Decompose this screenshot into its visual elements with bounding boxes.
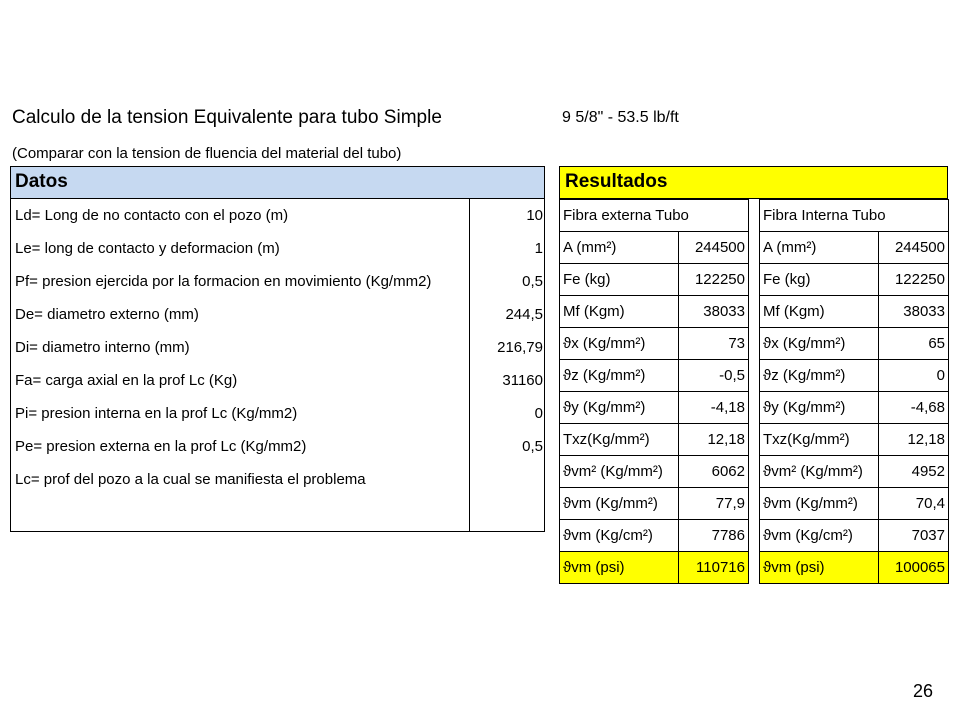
result-label: ϑy (Kg/mm²) bbox=[560, 392, 679, 424]
result-value: 12,18 bbox=[679, 424, 749, 456]
result-value: 65 bbox=[879, 328, 949, 360]
resultados-header: Resultados bbox=[559, 166, 948, 199]
result-row bbox=[560, 520, 749, 552]
result-value: 0 bbox=[879, 360, 949, 392]
result-value: 100065 bbox=[879, 552, 949, 584]
result-label: A (mm²) bbox=[560, 232, 679, 264]
fibra-externa-header: Fibra externa Tubo bbox=[560, 200, 749, 232]
result-row bbox=[760, 424, 949, 456]
result-row bbox=[560, 424, 749, 456]
result-row bbox=[560, 328, 749, 360]
result-value: 70,4 bbox=[879, 488, 949, 520]
page-number: 26 bbox=[913, 681, 934, 701]
datos-row-value: 0 bbox=[534, 405, 543, 422]
result-row bbox=[560, 552, 749, 584]
datos-row-value: 244,5 bbox=[505, 306, 543, 323]
result-label: ϑz (Kg/mm²) bbox=[760, 360, 879, 392]
result-label: ϑvm (Kg/mm²) bbox=[560, 488, 679, 520]
datos-header: Datos bbox=[10, 166, 545, 199]
result-row bbox=[760, 456, 949, 488]
datos-row-label: Le= long de contacto y deformacion (m) bbox=[15, 240, 280, 257]
datos-row-value: 0,5 bbox=[522, 438, 543, 455]
datos-row-value: 1 bbox=[534, 240, 543, 257]
result-row bbox=[760, 264, 949, 296]
result-value: -4,68 bbox=[879, 392, 949, 424]
result-label: ϑvm² (Kg/mm²) bbox=[560, 456, 679, 488]
datos-row-label: Fa= carga axial en la prof Lc (Kg) bbox=[15, 372, 238, 389]
result-label: ϑy (Kg/mm²) bbox=[760, 392, 879, 424]
datos-row-label: De= diametro externo (mm) bbox=[15, 306, 199, 323]
result-value: -0,5 bbox=[679, 360, 749, 392]
result-label: ϑvm (Kg/mm²) bbox=[760, 488, 879, 520]
result-label: Mf (Kgm) bbox=[560, 296, 679, 328]
result-label: ϑvm (psi) bbox=[560, 552, 679, 584]
result-label: ϑvm (Kg/cm²) bbox=[760, 520, 879, 552]
datos-row bbox=[11, 265, 544, 298]
datos-row-label: Pf= presion ejercida por la formacion en movimiento (Kg/mm2) bbox=[15, 273, 432, 290]
result-value: 73 bbox=[679, 328, 749, 360]
datos-row bbox=[11, 331, 544, 364]
result-row bbox=[760, 296, 949, 328]
datos-row bbox=[11, 298, 544, 331]
result-label: Mf (Kgm) bbox=[760, 296, 879, 328]
datos-row bbox=[11, 364, 544, 397]
result-row bbox=[760, 328, 949, 360]
result-label: ϑx (Kg/mm²) bbox=[760, 328, 879, 360]
datos-row-label: Di= diametro interno (mm) bbox=[15, 339, 190, 356]
result-row bbox=[760, 232, 949, 264]
result-row bbox=[560, 360, 749, 392]
result-row bbox=[560, 296, 749, 328]
result-label: A (mm²) bbox=[760, 232, 879, 264]
result-label: Txz(Kg/mm²) bbox=[560, 424, 679, 456]
result-label: ϑx (Kg/mm²) bbox=[560, 328, 679, 360]
datos-row-value: 216,79 bbox=[497, 339, 543, 356]
result-value: 38033 bbox=[879, 296, 949, 328]
result-row bbox=[760, 520, 949, 552]
datos-row bbox=[11, 463, 544, 496]
result-value: 122250 bbox=[679, 264, 749, 296]
fibra-interna-header: Fibra Interna Tubo bbox=[760, 200, 949, 232]
result-value: -4,18 bbox=[679, 392, 749, 424]
result-value: 77,9 bbox=[679, 488, 749, 520]
result-row bbox=[560, 456, 749, 488]
comparison-note: (Comparar con la tension de fluencia del material del tubo) bbox=[12, 145, 402, 162]
result-value: 110716 bbox=[679, 552, 749, 584]
result-row bbox=[760, 488, 949, 520]
fibra-interna-table bbox=[759, 199, 949, 584]
result-label: Txz(Kg/mm²) bbox=[760, 424, 879, 456]
pipe-spec: 9 5/8" - 53.5 lb/ft bbox=[562, 109, 679, 126]
datos-row bbox=[11, 232, 544, 265]
result-value: 7037 bbox=[879, 520, 949, 552]
fibra-externa-table bbox=[559, 199, 749, 584]
result-row bbox=[760, 392, 949, 424]
datos-row-label: Pi= presion interna en la prof Lc (Kg/mm2) bbox=[15, 405, 298, 422]
datos-row-label: Lc= prof del pozo a la cual se manifiesta el problema bbox=[15, 471, 366, 488]
datos-row-value: 31160 bbox=[502, 372, 543, 389]
datos-row-value: 10 bbox=[526, 207, 543, 224]
result-value: 6062 bbox=[679, 456, 749, 488]
datos-row bbox=[11, 199, 544, 232]
result-value: 244500 bbox=[879, 232, 949, 264]
result-label: ϑvm (psi) bbox=[760, 552, 879, 584]
datos-row bbox=[11, 430, 544, 463]
datos-table bbox=[10, 199, 545, 532]
result-row bbox=[560, 264, 749, 296]
result-value: 244500 bbox=[679, 232, 749, 264]
datos-row-label: Pe= presion externa en la prof Lc (Kg/mm2) bbox=[15, 438, 307, 455]
result-value: 38033 bbox=[679, 296, 749, 328]
result-value: 7786 bbox=[679, 520, 749, 552]
result-row bbox=[560, 232, 749, 264]
result-row bbox=[760, 552, 949, 584]
datos-row bbox=[11, 397, 544, 430]
page-title: Calculo de la tension Equivalente para tubo Simple bbox=[12, 107, 442, 128]
result-row bbox=[760, 360, 949, 392]
datos-row-value: 0,5 bbox=[522, 273, 543, 290]
result-label: ϑvm² (Kg/mm²) bbox=[760, 456, 879, 488]
result-row bbox=[560, 392, 749, 424]
result-label: ϑz (Kg/mm²) bbox=[560, 360, 679, 392]
result-row bbox=[560, 488, 749, 520]
result-label: ϑvm (Kg/cm²) bbox=[560, 520, 679, 552]
result-value: 122250 bbox=[879, 264, 949, 296]
result-label: Fe (kg) bbox=[760, 264, 879, 296]
result-value: 12,18 bbox=[879, 424, 949, 456]
result-value: 4952 bbox=[879, 456, 949, 488]
datos-row-label: Ld= Long de no contacto con el pozo (m) bbox=[15, 207, 289, 224]
result-label: Fe (kg) bbox=[560, 264, 679, 296]
